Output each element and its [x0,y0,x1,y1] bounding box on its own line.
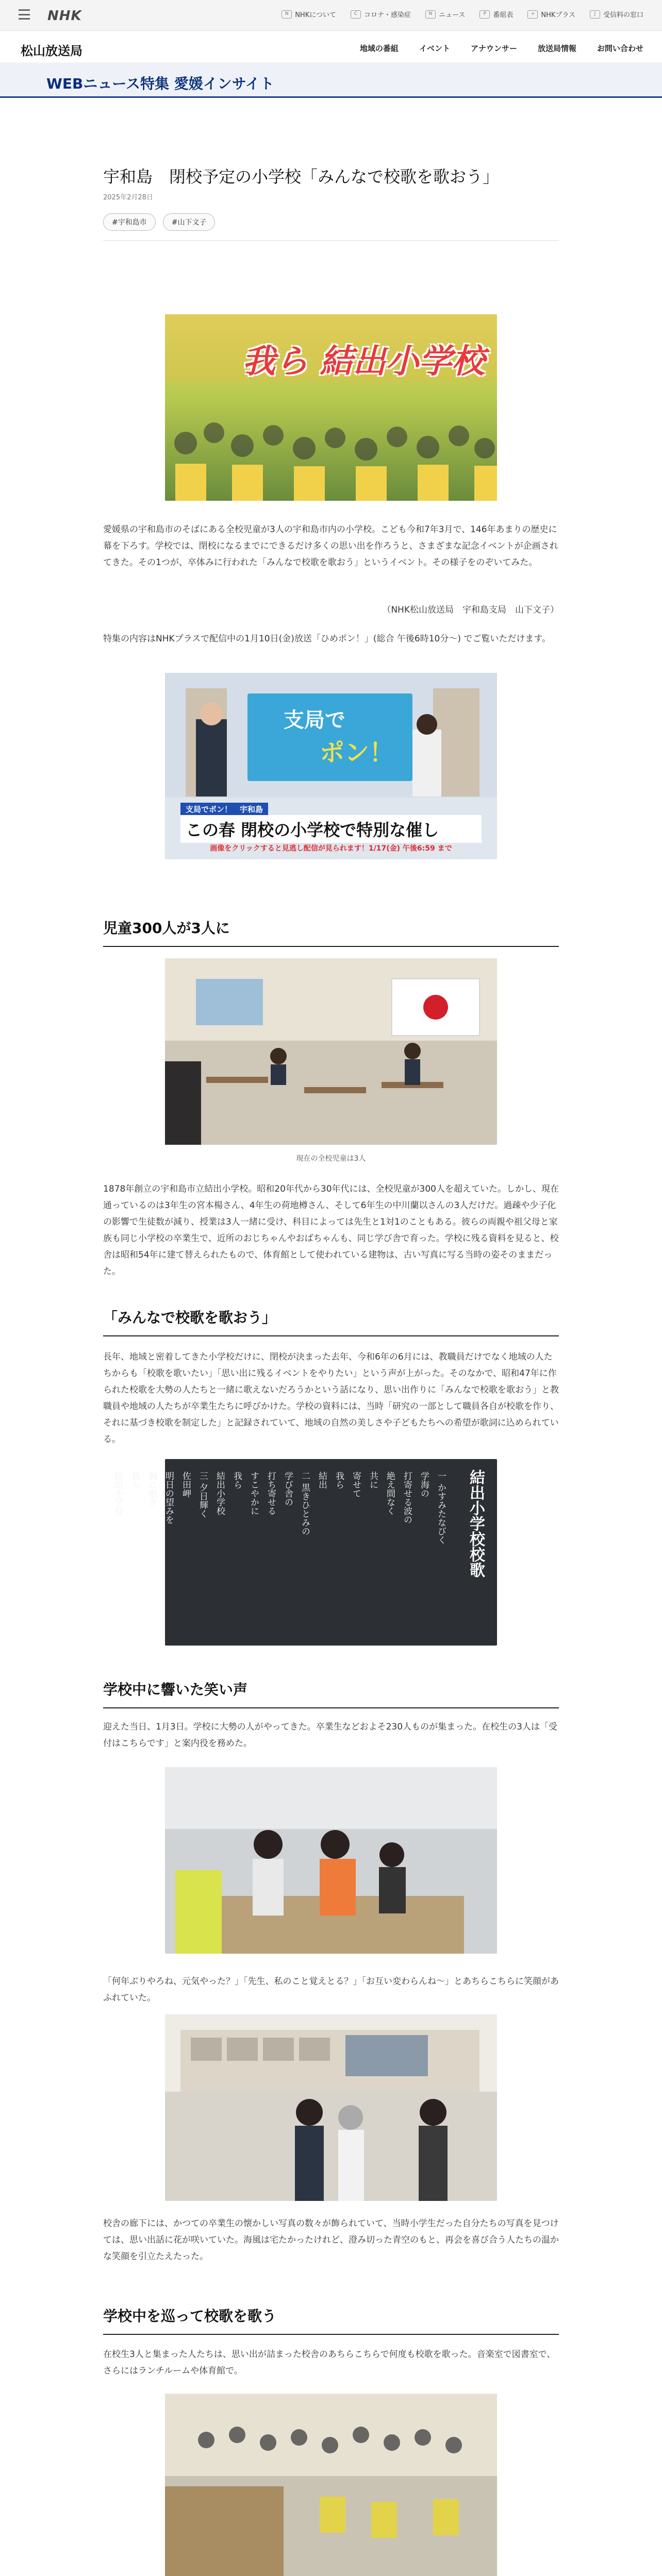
station-name[interactable]: 松山放送局 [21,44,82,58]
section-title[interactable]: WEBニュース特集 愛媛インサイト [46,75,274,92]
tag-uwajima[interactable]: #宇和島市 [103,213,156,231]
heading-walk: 学校中を巡って校歌を歌う [103,2305,559,2335]
global-link-plus[interactable]: + NHKプラス [527,9,575,19]
news-icon: N [425,10,436,19]
about-icon: N [282,10,292,19]
virus-icon: C [351,10,361,19]
hallway-photos-image [165,2014,497,2201]
plus-icon: + [527,10,538,19]
article-tags [103,213,559,231]
tv-caption-top: 支局でポン！ 宇和島 [180,803,268,816]
global-link-news[interactable]: N ニュース [425,9,465,19]
reunion-paragraph: 迎えた当日、1月3日。学校に大勢の人がやってきた。卒業生などおよそ230人ものが集まった。在校生の3人は「受付はこちらです」と案内役を務めた。 [103,1722,557,1749]
global-link-program[interactable]: P 番組表 [479,9,513,19]
nav-contact[interactable]: お問い合わせ [597,44,643,53]
caption-children: 現在の全校児童は3人 [296,1155,366,1163]
intro-paragraph: 愛媛県の宇和島市のそばにある全校児童が3人の宇和島市内の小学校。こども今和7年3月で、146年あまりの歴史に幕を下ろす。学校では、閉校になるまでにできるだけ多くの思い出を作ろうと、さまざまな記念イベントが企画されてきた。その1つが、卒体みに行われた「みんなで校歌を歌おう」というイベント。その様子をのぞいてみた。 [103,524,558,568]
memories-paragraph: 校舎の廊下には、かつての卒業生の懐かしい写真の数々が飾られていて、当時小学生だった自分たちの写真を見つけては、思い出話に花が咲いていた。海風は宅たかったけれど、澄み切った青空のもと、再会を喜び合う人たちの温かな笑顔を引立たえたった。 [103,2218,559,2262]
hallway-illustration [165,2014,497,2201]
history-paragraph: 1878年創立の宇和島市立結出小学校。昭和20年代から30年代には、全校児童が300人を超えていた。しかし、現在通っているのは3年生の宮本楊さん、4年生の荷地樽さん、そして6年生の中川蘭以さんの3人だけだ。過疎や少子化の影響で生徒数が減り、授業は3人一緒に受け、科目によっては先生と1対1のこともある。彼らの両親や祖父母と家族も同じ小学校の卒業生で、近所のおじちゃんやおばちゃんも、同じ学び舎で育った。学校に残る資料を見ると、校舎は昭和54年に建て替えられたもので、体育館として使われている建物は、古い写真に写る当時の姿そのままだった。 [103,1184,559,1277]
program-icon: P [479,10,490,19]
heading-song: 「みんなで校歌を歌おう」 [103,1307,559,1336]
song-paragraph: 長年、地域と密着してきた小学校だけに、閉校が決まった去年、今和6年の6月には、教職員だけでなく地域の人たちからも「校歌を歌いたい」「思い出に残るイベントをやりたい」という声が上がった。そのなかで、昭和47年に作られた校歌を大勢の人たちと一緒に歌えないだろうかという話になり、思い出作りに「みんなで校歌を歌おう」と教職員や地域の人たちが卒業生たちに呼びかけた。学校の資料には、当時「研究の一部として職員各自が校歌を作り、それに基づき校歌を制定した」と記録されていて、地域の自然の美しさや子どもたちへの希望が歌詞に込められている。 [103,1352,559,1445]
reception-illustration [165,1767,497,1954]
heading-children: 児童300人が3人に [103,917,559,947]
library-image [165,2394,497,2576]
school-song-lyrics-image [112,1459,497,1646]
nav-events[interactable]: イベント [419,44,450,53]
heading-laughter: 学校中に響いた笑い声 [103,1679,559,1708]
nav-announcers[interactable]: アナウンサー [470,44,517,53]
article-title: 宇和島 閉校予定の小学校「みんなで校歌を歌おう」 [103,167,500,187]
station-nav [360,43,643,54]
tv-replay-link[interactable]: 画像をクリックすると見逃し配信が見られます！1/17(金) 午後6:59 まで [210,844,452,853]
tv-sign-bottom: ポン！ [320,738,394,767]
reception-image [165,1767,497,1954]
library-illustration [165,2394,497,2576]
global-links [282,9,643,19]
nav-programs[interactable]: 地域の番組 [359,44,399,53]
tv-sign-top: 支局で [284,708,345,732]
lyrics-columns: 一 かすみたなびく 学海の 打寄せる波の 絶え間なく 共に 寄せて 我ら 結出 二 黒きひとみの 学び舎の 打ち寄せる すこやかに 我ら 結出小学校 三 夕日輝く 佐田岬 明日の望みを 胸に抱き 我ら 結出小学校 [112,1471,446,1545]
section-banner [0,64,662,98]
menu-icon[interactable] [19,9,30,20]
tv-caption-main: この春 閉校の小学校で特別な催し [180,815,482,843]
classroom-image [165,958,497,1145]
tv-still-image[interactable] [165,673,497,859]
yen-icon: J [590,10,600,19]
walk-paragraph: 在校生3人と集まった人たちは、思い出が詰まった校舎のあちらこちらで何度も校歌を歌った。音楽室で図書室で、さらにはランチルームや体育館で。 [103,2349,556,2376]
tag-author[interactable]: #山下文子 [163,213,216,231]
global-link-about[interactable]: N NHKについて [282,9,336,19]
lyrics-title: 結出小学校校歌 [467,1469,485,1578]
classroom-illustration [165,958,497,1145]
global-bar [0,0,662,31]
global-link-covid[interactable]: C コロナ・感染症 [351,9,411,19]
hero-image [165,314,497,501]
broadcast-note: 特集の内容はNHKプラスで配信中の1月10日(金)放送「ひめポン！」(総合 午後6時10分～) でご覧いただけます。 [103,634,551,644]
divider [103,240,559,241]
nhk-logo[interactable]: NHK [47,8,82,24]
global-link-fee[interactable]: J 受信料の窓口 [590,9,643,19]
article-date: 2025年2月28日 [103,194,153,201]
station-header [0,31,662,63]
greeting-paragraph: 「何年ぶりやろね、元気やった？」「先生、私のこと覚えとる？」「お互い変わらんね～」とあちらこちらに笑顔があふれていた。 [103,1976,559,2003]
byline: （NHK松山放送局 宇和島支局 山下文子） [382,605,559,615]
hero-logo-text: 我ら 結出小学校 [242,343,485,381]
nav-station-info[interactable]: 放送局情報 [537,44,576,53]
